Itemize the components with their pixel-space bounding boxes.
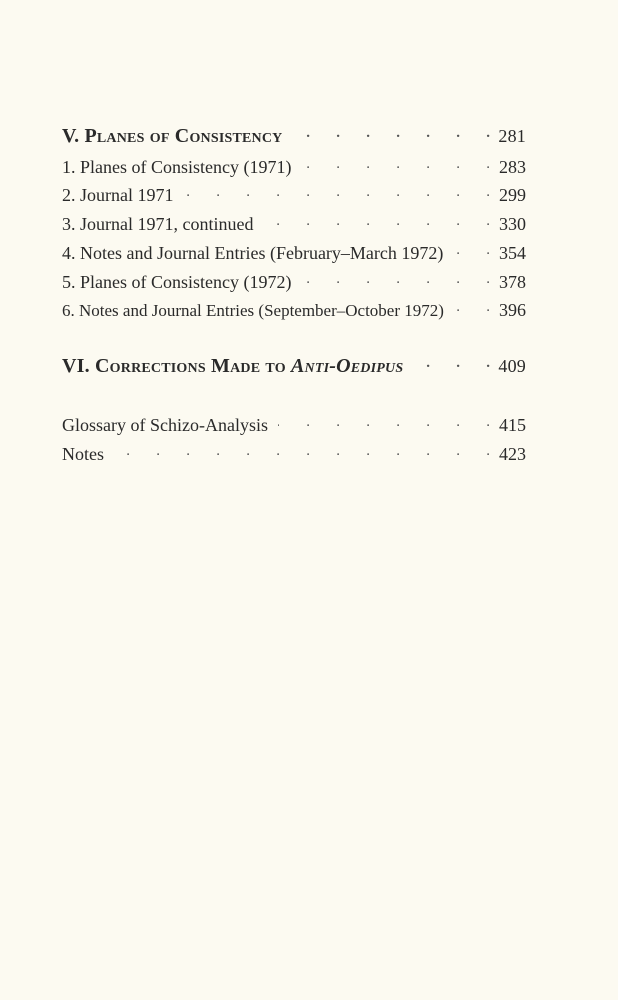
page-number: 299 — [499, 185, 526, 205]
entry-title: Glossary of Schizo-Analysis — [62, 415, 268, 435]
toc-entry[interactable] — [62, 184, 526, 206]
toc-section-vi[interactable] — [62, 355, 526, 378]
page-number: 330 — [499, 214, 526, 234]
page-number: 281 — [498, 126, 526, 146]
dot-leader — [413, 355, 490, 377]
entry-title: 4. Notes and Journal Entries (February–March 1972) — [62, 243, 444, 263]
dot-leader — [278, 414, 490, 436]
entry-title: 1. Planes of Consistency (1971) — [62, 157, 292, 177]
page-number: 283 — [499, 157, 526, 177]
dot-leader — [263, 213, 490, 235]
section-title: V. Planes of Consistency — [62, 125, 283, 147]
toc-entry[interactable] — [62, 156, 526, 178]
toc-section-v[interactable] — [62, 125, 526, 148]
dot-leader — [301, 271, 490, 293]
toc-entry[interactable] — [62, 242, 526, 264]
entry-title: 6. Notes and Journal Entries (September–October 1972) — [62, 301, 444, 320]
section-title — [62, 355, 403, 378]
dot-leader — [448, 299, 490, 321]
dot-leader — [292, 125, 490, 147]
toc-entry[interactable] — [62, 271, 526, 293]
page-number: 396 — [499, 300, 526, 320]
entry-title: Notes — [62, 444, 104, 464]
section-title-prefix: VI. Corrections Made to — [62, 355, 292, 377]
page-number: 378 — [499, 272, 526, 292]
entry-title: 2. Journal 1971 — [62, 185, 174, 205]
page-number: 409 — [498, 356, 526, 376]
dot-leader — [114, 443, 490, 465]
toc-entry[interactable] — [62, 213, 526, 235]
section-title-italic: Anti-Oedipus — [291, 355, 404, 377]
page-number: 354 — [499, 243, 526, 263]
toc-entry-notes[interactable] — [62, 443, 526, 465]
entry-title: 3. Journal 1971, continued — [62, 214, 254, 234]
entry-title: 5. Planes of Consistency (1972) — [62, 272, 292, 292]
page-number: 415 — [499, 415, 526, 435]
toc-entry[interactable] — [62, 299, 526, 321]
dot-leader — [184, 184, 491, 206]
dot-leader — [453, 242, 490, 264]
toc-entry-glossary[interactable] — [62, 414, 526, 436]
page-number: 423 — [499, 444, 526, 464]
dot-leader — [301, 156, 490, 178]
